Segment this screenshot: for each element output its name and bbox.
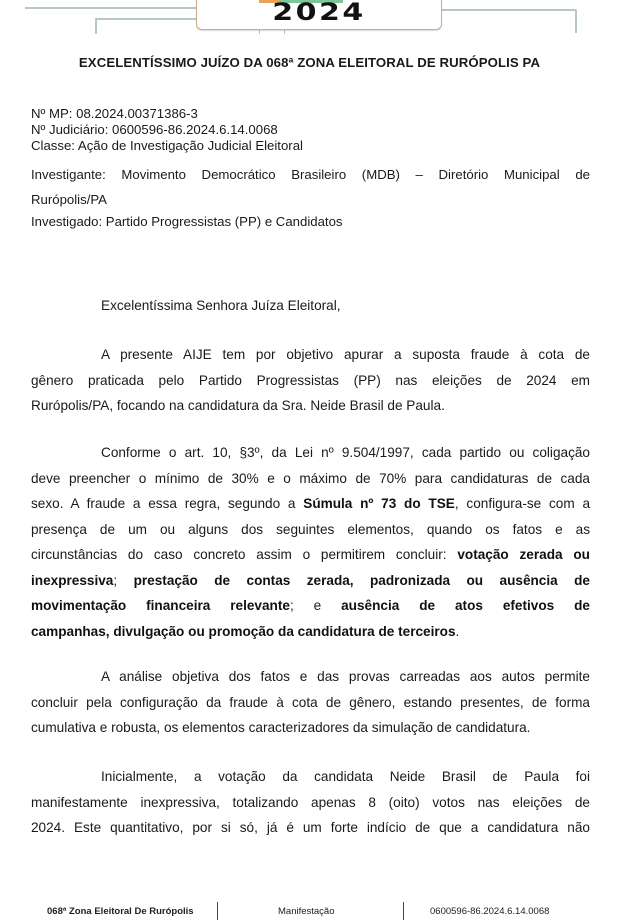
p3-line-2: concluir pela configuração da fraude à cota de gênero, estando presentes, de forma bbox=[31, 694, 590, 710]
p2-line-6: inexpressiva; prestação de contas zerada, padronizada ou ausência de bbox=[31, 572, 590, 588]
investigado bbox=[31, 214, 590, 230]
footer-case-number: 0600596-86.2024.6.14.0068 bbox=[430, 906, 550, 917]
footer-document-type: Manifestação bbox=[278, 906, 335, 917]
footer-court: 068ª Zona Eleitoral De Rurópolis bbox=[47, 906, 194, 917]
p2-line-5: circunstâncias do caso concreto assim o permitirem concluir: votação zerada ou bbox=[31, 547, 590, 562]
case-class: Classe: Ação de Investigação Judicial Eleitoral bbox=[31, 138, 303, 153]
footer-separator-1 bbox=[217, 902, 218, 920]
paragraph-3 bbox=[31, 664, 590, 741]
p1-line-1: A presente AIJE tem por objetivo apurar a suposta fraude à cota de bbox=[101, 347, 590, 362]
investigante-line-1: Investigante: Movimento Democrático Brasileiro (MDB) – Diretório Municipal de bbox=[31, 167, 590, 182]
p3-line-3: cumulativa e robusta, os elementos caracterizadores da simulação de candidatura. bbox=[31, 720, 531, 735]
header-bracket-right bbox=[575, 9, 577, 33]
footer-separator-2 bbox=[403, 902, 404, 920]
election-logo bbox=[196, 0, 442, 30]
p2-line-3: sexo. A fraude a essa regra, segundo a Súmula nº 73 do TSE, configura-se com a bbox=[31, 496, 591, 511]
case-metadata bbox=[31, 106, 590, 154]
p4-line-1: Inicialmente, a votação da candidata Neide Brasil de Paula foi bbox=[101, 769, 590, 784]
p1-line-2: gênero praticada pelo Partido Progressistas (PP) nas eleições de 2024 em bbox=[31, 372, 590, 388]
investigado-line: Investigado: Partido Progressistas (PP) e Candidatos bbox=[31, 214, 343, 229]
paragraph-2 bbox=[31, 440, 590, 644]
investigante bbox=[31, 162, 590, 212]
p2-line-8: campanhas, divulgação ou promoção da candidatura de terceiros. bbox=[31, 623, 460, 639]
sumula-reference: Súmula nº 73 do TSE bbox=[303, 496, 455, 511]
document-title: EXCELENTÍSSIMO JUÍZO DA 068ª ZONA ELEITORAL DE RURÓPOLIS PA bbox=[78, 55, 541, 70]
paragraph-4 bbox=[31, 764, 590, 841]
p1-line-3: Rurópolis/PA, focando na candidatura da Sra. Neide Brasil de Paula. bbox=[31, 398, 445, 413]
p2-line-4: presença de um ou alguns dos seguintes elementos, quando os fatos e as bbox=[31, 521, 590, 537]
logo-year: 2024 bbox=[272, 0, 366, 26]
p2-line-2: deve preencher o mínimo de 30% e o máximo de 70% para candidaturas de cada bbox=[31, 470, 590, 486]
salutation-text: Excelentíssima Senhora Juíza Eleitoral, bbox=[101, 298, 341, 313]
mp-number: Nº MP: 08.2024.00371386-3 bbox=[31, 106, 198, 121]
salutation bbox=[31, 293, 590, 319]
p4-line-2: manifestamente inexpressiva, totalizando apenas 8 (oito) votos nas eleições de bbox=[31, 794, 590, 810]
paragraph-1 bbox=[31, 342, 590, 419]
header-bracket-left bbox=[95, 18, 97, 34]
investigante-line-2: Rurópolis/PA bbox=[31, 192, 107, 207]
p2-line-1: Conforme o art. 10, §3º, da Lei nº 9.504/1997, cada partido ou coligação bbox=[101, 445, 590, 460]
p4-line-3: 2024. Este quantitativo, por si só, já é um forte indício de que a candidatura não bbox=[31, 820, 590, 835]
judicial-number: Nº Judiciário: 0600596-86.2024.6.14.0068 bbox=[31, 122, 278, 137]
p3-line-1: A análise objetiva dos fatos e das provas carreadas aos autos permite bbox=[101, 669, 590, 684]
p2-line-7: movimentação financeira relevante; e ausência de atos efetivos de bbox=[31, 598, 590, 613]
